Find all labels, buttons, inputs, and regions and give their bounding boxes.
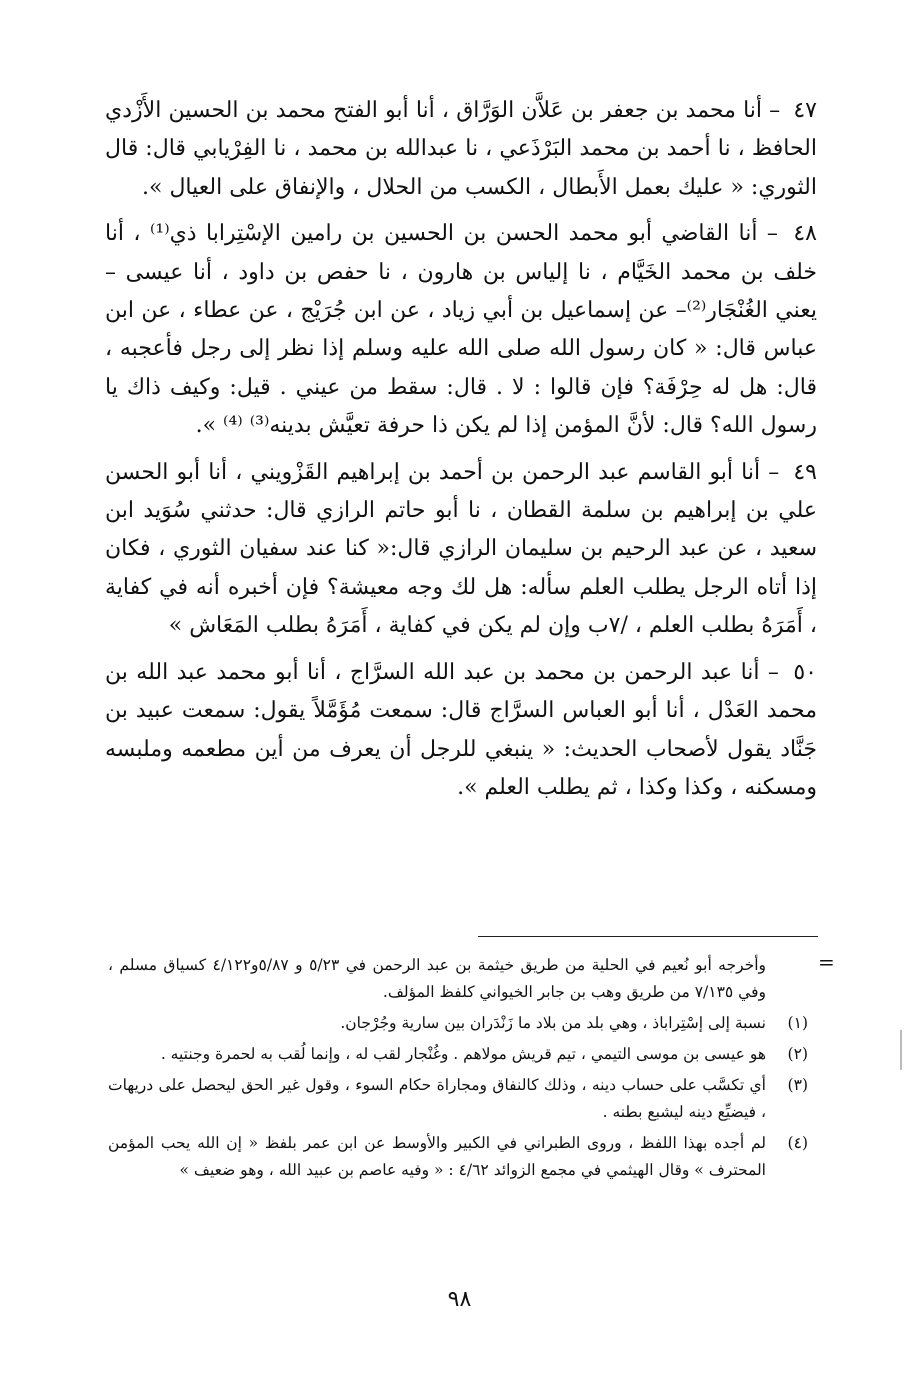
page-number: ٩٨ <box>447 1287 472 1312</box>
footnote-2 <box>108 1041 808 1068</box>
paragraph-number: ٥٠ <box>793 659 817 685</box>
paragraph-text: – أنا عبد الرحمن بن محمد بن عبد الله السرَّاج ، أنا أبو محمد عبد الله بن محمد العَدْل ، أنا أبو العباس السرَّاج قال: سمعت مُؤَمَّلاً يقول: سمعت عبيد بن جَنَّاد يقول لأصحاب الحديث: « ينبغي للرجل أن يعرف من أين مطعمه وملبسه ومسكنه ، وكذا وكذا ، ثم يطلب العلم ». <box>105 659 817 800</box>
paragraph-number: ٤٩ <box>793 459 817 485</box>
paragraph-number: ٤٧ <box>793 98 817 123</box>
footnote-3 <box>108 1072 808 1126</box>
footnote-number: (١) <box>787 1014 808 1032</box>
footnote-continuation <box>108 952 808 1006</box>
paragraph-49 <box>105 454 817 646</box>
footnote-text: لم أجده بهذا اللفظ ، وروى الطبراني في الكبير والأوسط عن ابن عمر بلفظ « إن الله يحب المؤمن المحترف » وقال الهيثمي في مجمع الزوائد ٤/٦٢ : « وفيه عاصم بن عبيد الله ، وهو ضعيف » <box>108 1134 766 1179</box>
footnotes <box>108 952 808 1188</box>
footnote-1 <box>108 1010 808 1037</box>
footnote-text: هو عيسى بن موسى التيمي ، تيم قريش مولاهم . وغُنْجار لقب له ، وإنما لُقب به لحمرة وجنتيه . <box>160 1045 766 1063</box>
paragraph-number: ٤٨ <box>793 221 817 247</box>
footnote-continuation-mark: = <box>818 950 835 974</box>
footnote-number: (٢) <box>787 1045 808 1063</box>
main-text <box>105 92 817 815</box>
paragraph-text: – أنا أبو القاسم عبد الرحمن بن أحمد بن إبراهيم القَزْويني ، أنا أبو الحسن علي بن إبراهيم بن سلمة القطان ، نا أبو حاتم الرازي قال: حدثني سُوَيد ابن سعيد ، عن عبد الرحيم بن سليمان الرازي قال:« كنا عند سفيان الثوري ، فكان إذا أتاه الرجل يطلب العلم سأله: هل لك وجه معيشة؟ فإن أخبره أنه في كفاية ، أَمَرَهُ بطلب العلم ، /٧ب وإن لم يكن في كفاية ، أَمَرَهُ بطلب المَعَاش » <box>105 459 817 639</box>
footnote-separator <box>478 936 818 937</box>
footnote-text: وأخرجه أبو نُعيم في الحلية من طريق خيثمة بن عبد الرحمن في ٥/٢٣ و ٥/٨٧و٤/١٢٢ كسياق مسلم ، وفي ٧/١٣٥ من طريق وهب بن جابر الخيواني كلفظ المؤلف. <box>108 956 766 1001</box>
footnote-4 <box>108 1130 808 1184</box>
footnote-text: نسبة إلى إسْتِراباذ ، وهي بلد من بلاد ما زَنْدَران بين سارية وجُرْجان. <box>340 1014 766 1032</box>
footnote-text: أي تكسَّب على حساب دينه ، وذلك كالنفاق ومجاراة حكام السوء ، وقول غير الحق ليحصل على دريهات ، فيضيِّع دينه ليشبع بطنه . <box>108 1076 766 1121</box>
paragraph-48 <box>105 215 817 445</box>
footnote-number: (٤) <box>787 1134 808 1152</box>
paragraph-47 <box>105 92 817 207</box>
scan-edge-mark <box>900 1030 902 1070</box>
paragraph-text: – أنا القاضي أبو محمد الحسن بن الحسين بن رامين الإسْتِرابا ذي⁽¹⁾ ، أنا خلف بن محمد الخَيَّام ، نا إلياس بن هارون ، نا حفص بن داود ، أنا عيسى – يعني الغُنْجَار⁽²⁾– عن إسماعيل بن أبي زياد ، عن ابن جُرَيْج ، عن عطاء ، عن ابن عباس قال: « كان رسول الله صلى الله عليه وسلم إذا نظر إلى رجل فأعجبه ، قال: هل له حِرْفَة؟ فإن قالوا : لا . قال: سقط من عيني . قيل: وكيف ذاك يا رسول الله؟ قال: لأنَّ المؤمن إذا لم يكن ذا حرفة تعيَّش بدينه⁽³⁾ ⁽⁴⁾ ». <box>105 221 817 439</box>
paragraph-text: – أنا محمد بن جعفر بن عَلاَّن الوَرَّاق ، أنا أبو الفتح محمد بن الحسين الأَزْدي الحافظ ، نا أحمد بن محمد البَرْذَعي ، نا عبدالله بن محمد ، نا الفِرْيابي قال: قال الثوري: « عليك بعمل الأَبطال ، الكسب من الحلال ، والإنفاق على العيال ». <box>105 98 817 200</box>
footnote-number: (٣) <box>787 1076 808 1094</box>
paragraph-50 <box>105 654 817 808</box>
